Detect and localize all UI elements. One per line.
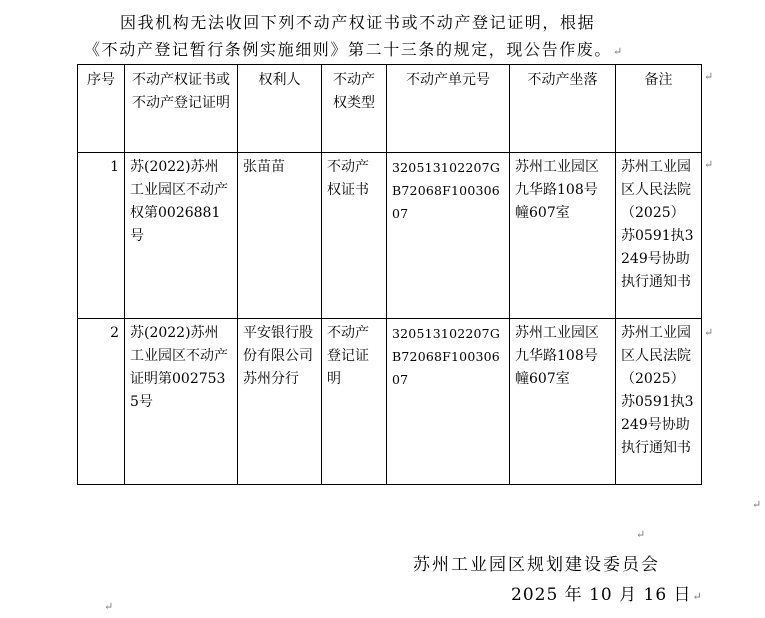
intro-line-2: [84, 37, 624, 60]
header-unit: 不动产单元号: [387, 65, 510, 153]
row-type: 不动产登记证明: [322, 319, 387, 485]
row-holder: 平安银行股份有限公司苏州分行: [238, 319, 322, 485]
row-location: 苏州工业园区九华路108号幢607室: [510, 319, 616, 485]
table-row: [78, 319, 702, 485]
blank-line-mark: ↵: [636, 528, 646, 541]
row-cert: 苏(2022)苏州工业园区不动产证明第0027535号: [125, 319, 238, 485]
header-cert: 不动产权证书或不动产登记证明: [125, 65, 238, 153]
header-location: 不动产坐落: [510, 65, 616, 153]
intro-line-1: [120, 10, 595, 33]
row-cert: 苏(2022)苏州工业园区不动产权第0026881号: [125, 153, 238, 319]
issuing-organization-text: 苏州工业园区规划建设委员会: [413, 555, 660, 575]
row-unit: 320513102207GB72068F10030607: [387, 153, 510, 319]
table-row: [78, 153, 702, 319]
notice-date-text: 2025 年 10 月 16 日: [511, 585, 692, 605]
row-unit: 320513102207GB72068F10030607: [387, 319, 510, 485]
row-remark: 苏州工业园区人民法院（2025）苏0591执3249号协助执行通知书: [616, 153, 702, 319]
row-holder: 张苗苗: [238, 153, 322, 319]
header-holder: 权利人: [238, 65, 322, 153]
header-remark: 备注: [616, 65, 702, 153]
row-end-mark: ↵: [704, 70, 714, 83]
paragraph-mark: ↵: [613, 45, 624, 58]
row-remark: 苏州工业园区人民法院（2025）苏0591执3249号协助执行通知书: [616, 319, 702, 485]
row-seq: 1: [78, 153, 125, 319]
row-end-mark: ↵: [704, 158, 714, 171]
issuing-organization: [413, 550, 660, 575]
blank-line-mark: ↵: [104, 600, 114, 613]
table-header-row: [78, 65, 702, 153]
row-location: 苏州工业园区九华路108号幢607室: [510, 153, 616, 319]
header-type: 不动产权类型: [322, 65, 387, 153]
paragraph-mark: ↵: [692, 590, 703, 603]
row-type: 不动产权证书: [322, 153, 387, 319]
notice-date: [511, 580, 703, 605]
blank-line-mark: ↵: [752, 498, 762, 511]
header-seq: 序号: [78, 65, 125, 153]
intro-line-1-text: 因我机构无法收回下列不动产权证书或不动产登记证明，根据: [120, 13, 596, 32]
void-certificate-table: [77, 64, 702, 485]
intro-line-2-text: 《不动产登记暂行条例实施细则》第二十三条的规定，现公告作废。: [84, 40, 613, 59]
row-end-mark: ↵: [704, 326, 714, 339]
row-seq: 2: [78, 319, 125, 485]
